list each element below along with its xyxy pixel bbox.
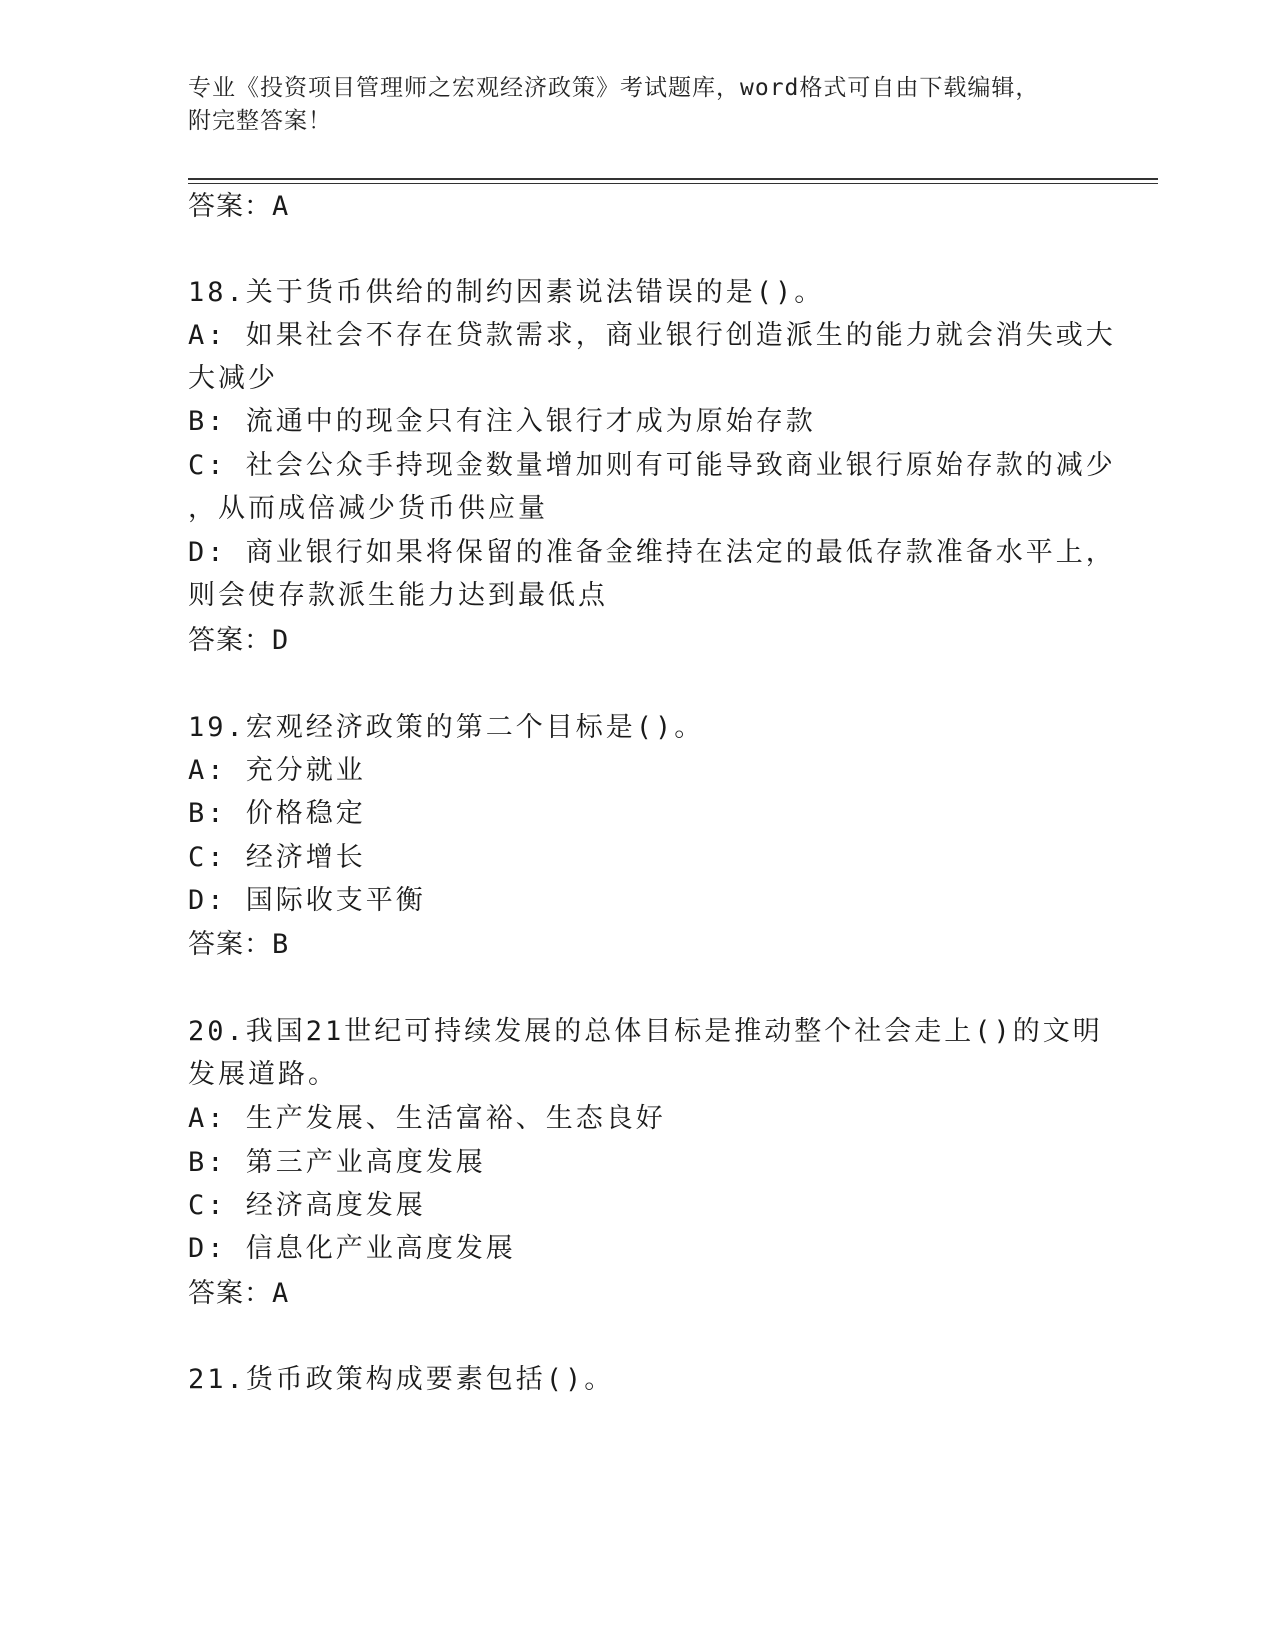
header-line-2: 附完整答案！ [188, 108, 332, 134]
question-20-option-a: A: 生产发展、生活富裕、生态良好 [188, 1103, 666, 1134]
question-20-stem: 20.我国21世纪可持续发展的总体目标是推动整个社会走上()的文明 [188, 1016, 1103, 1047]
question-18-option-d-cont: 则会使存款派生能力达到最低点 [188, 580, 608, 611]
question-20-answer [188, 1277, 289, 1311]
answer-value: D [272, 625, 290, 656]
question-18-option-b: B: 流通中的现金只有注入银行才成为原始存款 [188, 406, 816, 437]
answer-label: 答案： [188, 625, 272, 656]
question-21-stem: 21.货币政策构成要素包括()。 [188, 1364, 615, 1395]
question-19-option-a: A: 充分就业 [188, 755, 366, 786]
question-19-option-c: C: 经济增长 [188, 842, 366, 873]
question-20-option-c: C: 经济高度发展 [188, 1190, 426, 1221]
header-divider-thick [188, 178, 1158, 180]
prev-answer [188, 190, 289, 224]
header-divider-thin [188, 183, 1158, 184]
answer-value: B [272, 929, 290, 960]
question-20-option-b: B: 第三产业高度发展 [188, 1147, 486, 1178]
question-18-option-a-cont: 大减少 [188, 363, 278, 394]
question-18-answer [188, 624, 289, 658]
question-18-option-a: A: 如果社会不存在贷款需求，商业银行创造派生的能力就会消失或大 [188, 320, 1116, 351]
question-18-option-c: C: 社会公众手持现金数量增加则有可能导致商业银行原始存款的减少 [188, 450, 1116, 481]
question-19-stem: 19.宏观经济政策的第二个目标是()。 [188, 712, 705, 743]
question-19-option-b: B: 价格稳定 [188, 798, 366, 829]
answer-label: 答案： [188, 929, 272, 960]
question-18-option-c-cont: ，从而成倍减少货币供应量 [188, 493, 548, 524]
question-19-option-d: D: 国际收支平衡 [188, 885, 426, 916]
question-20-stem-cont: 发展道路。 [188, 1059, 338, 1090]
question-20-option-d: D: 信息化产业高度发展 [188, 1233, 516, 1264]
answer-label: 答案： [188, 191, 272, 222]
document-header [188, 72, 1088, 138]
question-18-option-d: D: 商业银行如果将保留的准备金维持在法定的最低存款准备水平上， [188, 537, 1116, 568]
answer-value: A [272, 191, 290, 222]
question-18-stem: 18.关于货币供给的制约因素说法错误的是()。 [188, 277, 825, 308]
question-19-answer [188, 928, 289, 962]
answer-value: A [272, 1278, 290, 1309]
answer-label: 答案： [188, 1278, 272, 1309]
header-line-1: 专业《投资项目管理师之宏观经济政策》考试题库，word格式可自由下载编辑， [188, 75, 1040, 101]
